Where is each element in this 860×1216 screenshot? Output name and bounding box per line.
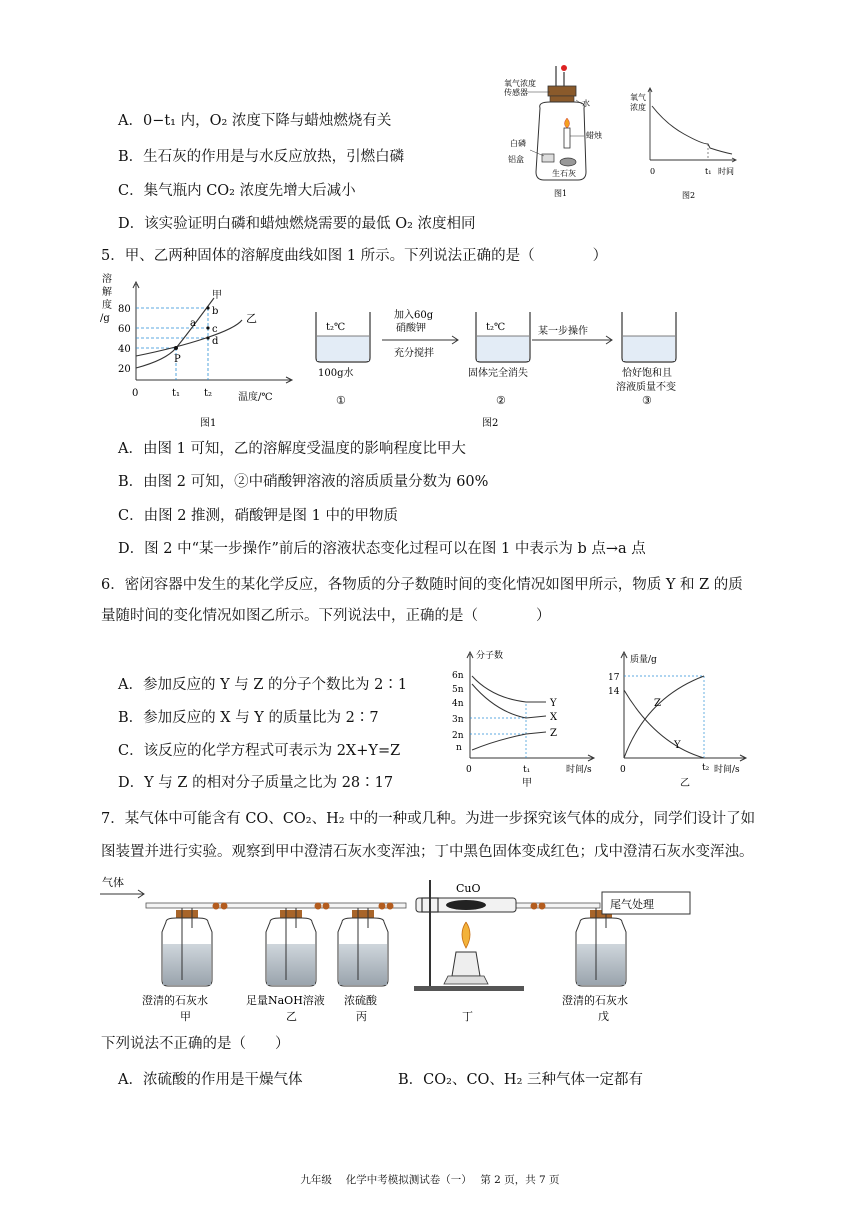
- q6-jia-xtick: t₁: [523, 765, 531, 775]
- q5-fig2-step1: ①: [336, 394, 346, 407]
- q5-fig2-beaker2-label: 固体完全消失: [468, 368, 528, 379]
- q7-bottle-bing-label: 浓硫酸: [344, 994, 377, 1007]
- q4-fig2-ylabel-1: 氧气: [630, 93, 646, 102]
- q5-fig2-arrow1-top-2: 硝酸钾: [396, 323, 426, 334]
- q4-fig1-sensor-label-2: 传感器: [504, 88, 528, 97]
- q6-stem-line1: 6．密闭容器中发生的某化学反应，各物质的分子数随时间的变化情况如图甲所示，物质 Y 和 Z 的质: [101, 577, 743, 593]
- q7-option-b: B．CO₂、CO、H₂ 三种气体一定都有: [398, 1072, 643, 1088]
- q6-yi-xtick: t₂: [702, 763, 710, 773]
- q5-fig1-point-d: d: [212, 336, 219, 347]
- q6-yi-ytick-17: 17: [608, 673, 620, 683]
- q4-fig2-chart: [624, 84, 748, 204]
- q7-stem-line1: 7．某气体中可能含有 CO、CO₂、H₂ 中的一种或几种。为进一步探究该气体的成分，同学们设计了如: [101, 811, 756, 827]
- q6-chart-yi: [606, 648, 760, 790]
- q6-jia-ylabel: 分子数: [476, 651, 504, 661]
- q6-option-d: D．Y 与 Z 的相对分子质量之比为 28∶17: [118, 775, 394, 791]
- q4-option-d: D．该实验证明白磷和蜡烛燃烧需要的最低 O₂ 浓度相同: [118, 216, 476, 232]
- q5-fig1-point-c: c: [212, 324, 218, 335]
- q4-option-a: A．0−t₁ 内，O₂ 浓度下降与蜡烛燃烧有关: [118, 113, 392, 129]
- q6-jia-label-y: Y: [550, 698, 557, 709]
- q4-fig1-lime-label: 生石灰: [552, 169, 576, 178]
- q7-bottle-bing-name: 丙: [356, 1010, 367, 1023]
- q6-yi-curve-y: [624, 690, 704, 758]
- q5-fig1-ylabel-3: 度: [102, 300, 112, 311]
- q5-fig1-point-a: a: [190, 318, 196, 329]
- q5-fig2-arrow2-top: 某一步操作: [538, 326, 588, 337]
- q4-fig2-o2-curve: [652, 106, 732, 154]
- q7-bottle-jia: [162, 908, 212, 986]
- q4-fig2-caption: 图2: [682, 191, 696, 200]
- q7-tube-ding: [414, 880, 524, 991]
- q5-fig1-ytick-60: 60: [118, 324, 131, 335]
- q4-fig1-apparatus: [498, 62, 618, 202]
- q6-jia-curve-x: [472, 684, 546, 718]
- q4-option-b: B．生石灰的作用是与水反应放热，引燃白磷: [118, 149, 405, 165]
- q6-stem-line2: 量随时间的变化情况如图乙所示。下列说法中，正确的是（ ）: [101, 608, 551, 624]
- q7-bottle-wu: [576, 908, 626, 986]
- q6-jia-label-z: Z: [550, 728, 557, 739]
- q5-fig1-caption: 图1: [200, 418, 217, 429]
- q7-bottle-bing: [338, 908, 388, 986]
- q5-fig2-step2: ②: [496, 394, 506, 407]
- q6-jia-ytick-6n: 6n: [452, 671, 464, 681]
- q6-yi-xlabel: 时间/s: [714, 765, 740, 775]
- q5-fig1-ytick-40: 40: [118, 344, 131, 355]
- q5-fig1-ytick-80: 80: [118, 304, 131, 315]
- q7-bottle-jia-name: 甲: [180, 1010, 191, 1023]
- q6-option-c: C．该反应的化学方程式可表示为 2X+Y=Z: [118, 743, 401, 759]
- q4-fig1-phosphorus-label: 白磷: [510, 139, 526, 148]
- q6-yi-ytick-14: 14: [608, 687, 620, 697]
- q4-fig1-caption: 图1: [554, 189, 568, 198]
- q6-jia-curve-z: [472, 732, 546, 750]
- q5-option-a: A．由图 1 可知，乙的溶解度受温度的影响程度比甲大: [118, 441, 466, 457]
- q5-option-d: D．图 2 中“某一步操作”前后的溶液状态变化过程可以在图 1 中表示为 b 点→a 点: [118, 541, 646, 557]
- q6-jia-label-x: X: [550, 712, 558, 723]
- q5-option-c: C．由图 2 推测，硝酸钾是图 1 中的甲物质: [118, 508, 398, 524]
- q4-fig1-sensor-label-1: 氧气浓度: [504, 79, 536, 88]
- q5-fig1-xlabel: 温度/℃: [238, 392, 273, 403]
- q5-fig2-beaker1-label: 100g水: [318, 368, 354, 379]
- q5-fig1-label-yi: 乙: [246, 312, 257, 325]
- q5-fig1-label-jia: 甲: [212, 290, 222, 301]
- q6-jia-caption: 甲: [522, 778, 532, 789]
- q6-jia-xlabel: 时间/s: [566, 765, 592, 775]
- q5-fig2-beaker3-label-2: 溶液质量不变: [616, 382, 676, 393]
- q6-yi-caption: 乙: [680, 778, 690, 789]
- q5-stem: 5．甲、乙两种固体的溶解度曲线如图 1 所示。下列说法正确的是（ ）: [101, 248, 608, 264]
- q7-bottle-jia-label: 澄清的石灰水: [142, 994, 208, 1007]
- q5-fig1-xtick-t1: t₁: [172, 388, 181, 399]
- q5-fig2-arrow1-bottom: 充分搅拌: [394, 348, 434, 359]
- q5-fig2-step3: ③: [642, 394, 652, 407]
- q5-fig1-point-p: P: [174, 354, 181, 365]
- q7-bottle-yi-label: 足量NaOH溶液: [246, 994, 325, 1007]
- q7-bottle-yi: [266, 908, 316, 986]
- q5-fig1-point-b: b: [212, 306, 219, 317]
- q5-fig2-process: [306, 294, 706, 432]
- q4-fig1-water-label: 水: [582, 99, 590, 108]
- q6-yi-ylabel: 质量/g: [630, 655, 657, 665]
- q7-option-a: A．浓硫酸的作用是干燥气体: [118, 1072, 303, 1088]
- q6-jia-ytick-4n: 4n: [452, 699, 464, 709]
- q4-fig2-ylabel-2: 浓度: [630, 103, 646, 112]
- q5-fig1-ylabel-1: 溶: [102, 274, 112, 285]
- q4-fig2-origin: 0: [650, 167, 656, 176]
- q7-apparatus: [96, 872, 716, 1028]
- q6-jia-ytick-5n: 5n: [452, 685, 464, 695]
- q4-fig2-xlabel: 时间: [718, 167, 734, 176]
- q5-fig2-beaker1-temp: t₂℃: [326, 322, 346, 333]
- q7-question: 下列说法不正确的是（ ）: [101, 1036, 290, 1052]
- q6-jia-ytick-3n: 3n: [452, 715, 464, 725]
- q5-option-b: B．由图 2 可知，②中硝酸钾溶液的溶质质量分数为 60%: [118, 474, 489, 490]
- q5-fig2-beaker2-temp: t₂℃: [486, 322, 506, 333]
- q7-bottle-wu-name: 戊: [598, 1010, 609, 1023]
- page-footer: 九年级 化学中考模拟测试卷（一） 第 2 页，共 7 页: [300, 1174, 560, 1186]
- q5-fig1-ytick-20: 20: [118, 364, 131, 375]
- q7-gas-in-label: 气体: [102, 876, 124, 889]
- q6-option-a: A．参加反应的 Y 与 Z 的分子个数比为 2∶1: [118, 677, 408, 693]
- q5-fig1-ylabel-2: 解: [102, 287, 112, 298]
- q7-bottle-wu-label: 澄清的石灰水: [562, 994, 628, 1007]
- q5-fig1-solubility-chart: [96, 272, 306, 432]
- q6-chart-jia: [446, 648, 608, 790]
- q7-cuo-label: CuO: [456, 882, 481, 895]
- q6-yi-curve-z: [624, 676, 704, 758]
- q6-jia-ytick-n: n: [456, 743, 462, 753]
- q5-fig1-xtick-t2: t₂: [204, 388, 213, 399]
- q4-option-c: C．集气瓶内 CO₂ 浓度先增大后减小: [118, 183, 356, 199]
- q5-fig2-beaker3-label-1: 恰好饱和且: [622, 368, 672, 379]
- q7-bottle-yi-name: 乙: [286, 1010, 297, 1023]
- q6-yi-label-z: Z: [654, 698, 661, 709]
- q7-exhaust-label: 尾气处理: [610, 898, 654, 911]
- q5-fig1-ylabel-4: /g: [100, 313, 110, 324]
- q5-fig1-origin: 0: [132, 388, 139, 399]
- q6-yi-origin: 0: [620, 765, 626, 775]
- q4-fig2-t1: t₁: [705, 167, 712, 176]
- q4-fig1-candle-label: 蜡烛: [586, 131, 602, 140]
- q7-tube-ding-name: 丁: [462, 1010, 473, 1023]
- q6-option-b: B．参加反应的 X 与 Y 的质量比为 2∶7: [118, 710, 379, 726]
- q4-fig1-box-label: 铝盒: [508, 155, 524, 164]
- q7-stem-line2: 图装置并进行实验。观察到甲中澄清石灰水变浑浊；丁中黑色固体变成红色；戊中澄清石灰水变浑浊。: [101, 844, 754, 860]
- q6-jia-curve-y: [472, 676, 546, 702]
- q6-yi-label-y: Y: [674, 740, 681, 751]
- q6-jia-origin: 0: [466, 765, 472, 775]
- q5-fig2-arrow1-top-1: 加入60g: [394, 310, 434, 321]
- q5-fig2-caption: 图2: [482, 418, 499, 429]
- q6-jia-ytick-2n: 2n: [452, 731, 464, 741]
